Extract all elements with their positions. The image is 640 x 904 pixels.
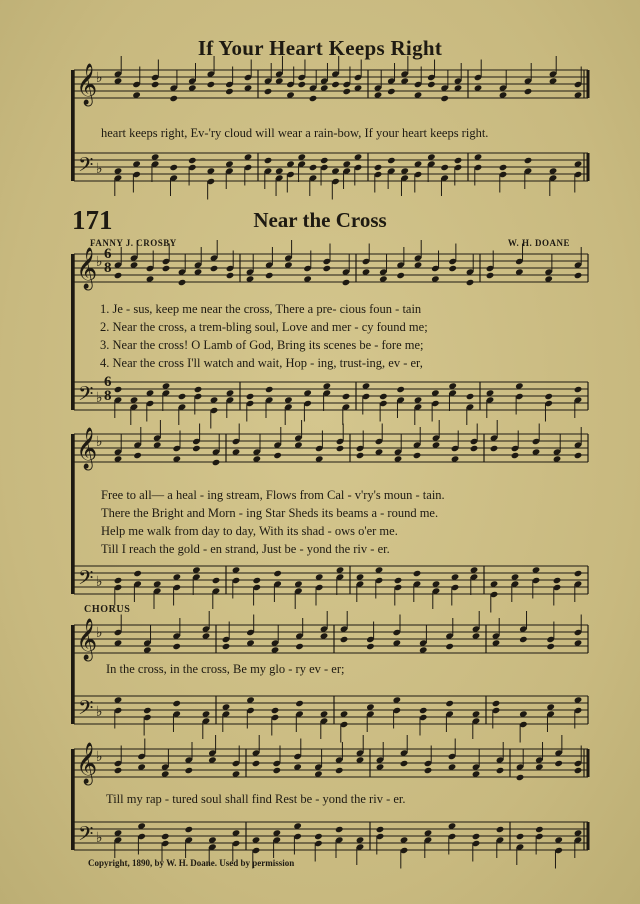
note-head [336,445,345,452]
note-head [178,279,187,286]
note-head [511,452,520,459]
note-head [265,386,274,393]
note-head [454,157,463,164]
note-head [376,826,385,833]
note-head [114,386,123,393]
note-head [544,393,553,400]
note-head [114,272,123,279]
note-head [169,95,178,102]
note-head [309,95,318,102]
note-head [516,774,525,781]
note-head [445,643,454,650]
flat-sign-icon: ♭ [96,830,103,846]
note-head [185,767,194,774]
flat-sign-icon: ♭ [96,574,103,590]
note-head [252,760,261,767]
note-head [499,164,508,171]
note-head [379,393,388,400]
note-head [574,452,583,459]
hymn-author: FANNY J. CROSBY [90,238,177,248]
note-head [335,826,344,833]
note-head [331,81,340,88]
note-head [265,272,274,279]
note-head [396,386,405,393]
note-head [225,88,234,95]
note-head [192,445,201,452]
verse-1-line-1: 1. Je - sus, keep me near the cross, There a pre- cious foun - tain [100,302,422,316]
verse-1-line-2: Free to all— a heal - ing stream, Flows from Cal - v'ry's moun - tain. [101,488,445,502]
note-head [496,826,505,833]
note-head [314,833,323,840]
bass-clef-icon: 𝄢 [78,382,94,410]
bass-clef-icon: 𝄢 [78,566,94,594]
verse-4-line-2: Till I reach the gold - en strand, Just be - yond the riv - er. [101,542,390,556]
note-head [162,265,171,272]
flat-sign-icon: ♭ [96,161,103,177]
note-head [574,272,583,279]
note-head [574,767,583,774]
note-head [524,157,533,164]
note-head [114,577,123,584]
note-head [323,265,332,272]
verse-3-line-2: Help me walk from day to day, With its shad - ows o'er me. [101,524,398,538]
note-head [466,279,475,286]
note-head [519,636,528,643]
treble-clef-icon: 𝄞 [76,743,98,784]
note-head [413,570,422,577]
note-head [172,643,181,650]
note-head [554,760,563,767]
note-head [297,81,306,88]
note-head [492,700,501,707]
note-head [226,272,235,279]
note-head [356,452,365,459]
note-head [490,445,499,452]
flat-sign-icon: ♭ [96,625,103,641]
note-head [264,88,273,95]
note-head [440,95,449,102]
note-head [472,833,481,840]
note-head [210,265,219,272]
hymn-number: 171 [72,205,113,235]
note-head [335,767,344,774]
note-head [574,570,583,577]
note-head [320,157,329,164]
note-head [133,570,142,577]
time-signature-digit: 8 [104,260,112,276]
time-signature-digit: 6 [104,246,112,262]
verse-4-line-1: 4. Near the cross I'll watch and wait, Hop - ing, trust-ing, ev - er, [100,356,423,370]
note-head [413,452,422,459]
note-head [309,164,318,171]
note-head [188,157,197,164]
flat-sign-icon: ♭ [96,70,103,86]
hymn-composer: W. H. DOANE [507,238,570,248]
note-head [524,88,533,95]
note-head [440,164,449,171]
chorus-label: CHORUS [84,604,131,615]
note-head [424,767,433,774]
time-signature-digit: 6 [104,374,112,390]
note-head [222,643,231,650]
note-head [169,164,178,171]
note-head [212,577,221,584]
note-head [295,643,304,650]
treble-clef-icon: 𝄞 [76,619,98,660]
note-head [535,826,544,833]
note-head [553,577,562,584]
note-head [419,707,428,714]
note-head [273,767,282,774]
time-signature-digit: 8 [104,388,112,404]
note-head [185,826,194,833]
note-head [427,81,436,88]
note-head [516,833,525,840]
note-head [374,164,383,171]
bass-clef-icon: 𝄢 [78,153,94,181]
note-head [387,88,396,95]
note-head [445,700,454,707]
note-head [133,452,142,459]
note-head [342,88,351,95]
bass-clef-icon: 𝄢 [78,822,94,850]
bass-clef-icon: 𝄢 [78,696,94,724]
flat-sign-icon: ♭ [96,390,103,406]
note-head [448,265,457,272]
note-head [366,643,375,650]
hymn-title: Near the Cross [253,208,387,232]
note-head [340,636,349,643]
note-head [295,700,304,707]
note-head [396,272,405,279]
note-head [212,459,221,466]
treble-clef-icon: 𝄞 [76,64,98,105]
note-head [574,386,583,393]
note-head [114,767,123,774]
flat-sign-icon: ♭ [96,704,103,720]
note-head [466,393,475,400]
note-head [151,81,160,88]
flat-sign-icon: ♭ [96,254,103,270]
note-head [546,643,555,650]
chorus-line-2: Till my rap - tured soul shall find Rest be - yond the riv - er. [106,792,406,806]
top-hymn-title: If Your Heart Keeps Right [197,36,443,60]
note-head [207,81,216,88]
note-head [178,393,187,400]
note-head [342,279,351,286]
copyright-notice: Copyright, 1890, by W. H. Doane. Used by permission [88,858,295,868]
note-head [273,570,282,577]
verse-2-line-1: 2. Near the cross, a trem-bling soul, Love and mer - cy found me; [100,320,428,334]
note-head [172,700,181,707]
note-head [143,707,152,714]
top-hymn-lyric: heart keeps right, Ev-'ry cloud will wear a rain-bow, If your heart keeps right. [101,126,489,140]
note-head [496,767,505,774]
flat-sign-icon: ♭ [96,434,103,450]
note-head [342,393,351,400]
note-head [470,445,479,452]
note-head [273,452,282,459]
note-head [486,272,495,279]
note-head [271,707,280,714]
note-head [264,157,273,164]
note-head [161,833,170,840]
note-head [394,577,403,584]
chorus-line-1: In the cross, in the cross, Be my glo - ry ev - er; [106,662,345,676]
note-head [387,157,396,164]
verse-3-line-1: 3. Near the cross! O Lamb of God, Bring its scenes be - fore me; [100,338,424,352]
treble-clef-icon: 𝄞 [76,428,98,469]
note-head [246,393,255,400]
flat-sign-icon: ♭ [96,749,103,765]
note-head [253,577,262,584]
treble-clef-icon: 𝄞 [76,248,98,289]
note-head [194,386,203,393]
note-head [400,760,409,767]
verse-2-line-2: There the Bright and Morn - ing Star Sheds its beams a - round me. [101,506,439,520]
